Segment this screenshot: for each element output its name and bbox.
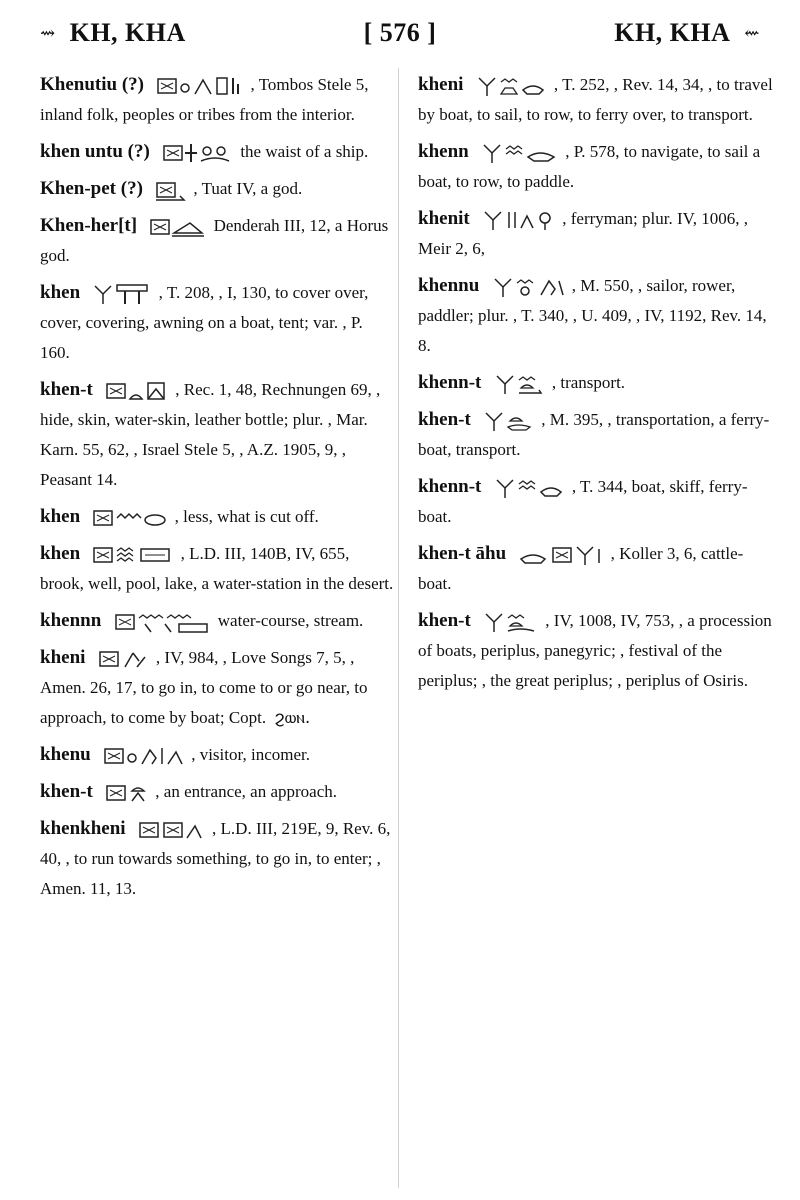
hieroglyph-group (493, 275, 565, 299)
dictionary-entry (40, 211, 395, 271)
hieroglyph-group (93, 506, 167, 530)
dictionary-entry (418, 368, 773, 398)
entry-definition: water-course, stream. (217, 611, 364, 630)
header-left-title: KH, KHA (69, 18, 186, 47)
column-divider (398, 68, 399, 1188)
hieroglyph-group (157, 74, 243, 98)
header-right-title: KH, KHA (614, 18, 731, 47)
hieroglyph-group (483, 208, 555, 232)
entry-definition: , IV, 1008, IV, 753, , a procession of boats, periplus, panegyric; , festival of the periplus; , the great periplus; , periplus of Osiris. (418, 611, 772, 690)
entry-definition: , L.D. III, 140B, IV, 655, brook, well, pool, lake, a water-station in the desert. (40, 544, 394, 593)
entry-headword: khennn (40, 610, 102, 631)
entry-definition: , M. 395, , transportation, a ferry-boat, transport. (418, 410, 770, 459)
dictionary-entry (418, 539, 773, 599)
entry-definition: , T. 252, , Rev. 14, 34, , to travel by boat, to sail, to row, to ferry over, to transport. (418, 75, 773, 124)
entry-headword: khen (40, 506, 81, 527)
page-number: [ 576 ] (363, 18, 437, 47)
dictionary-entry (40, 137, 395, 167)
dictionary-entry (40, 814, 395, 904)
dictionary-entry (40, 174, 395, 204)
hieroglyph-group (115, 610, 211, 634)
hieroglyph-group (99, 647, 149, 671)
entry-headword: khenu (40, 744, 91, 765)
entry-headword: Khenutiu (?) (40, 74, 144, 95)
entry-headword: khen-t (40, 781, 93, 802)
header-right (614, 18, 760, 48)
hieroglyph-group (106, 379, 168, 403)
entry-headword: khenn-t (418, 476, 482, 497)
entry-headword: khenn (418, 141, 469, 162)
dictionary-entry (40, 606, 395, 636)
entry-headword: khen-t (418, 409, 471, 430)
entry-headword: kheni (40, 647, 86, 668)
entry-headword: khen-t (418, 610, 471, 631)
entry-headword: Khen-her[t] (40, 215, 138, 236)
entry-definition: , T. 208, , I, 130, to cover over, cover, covering, awning on a boat, tent; var. , P. 160. (40, 283, 369, 362)
entry-definition: , ferryman; plur. IV, 1006, , Meir 2, 6, (418, 209, 748, 258)
header-left-arrow-icon: ⇝ (40, 22, 56, 43)
hieroglyph-group (484, 409, 534, 433)
hieroglyph-group (139, 818, 205, 842)
hieroglyph-group (519, 543, 603, 567)
entry-headword: khen (40, 543, 81, 564)
hieroglyph-group (93, 543, 173, 567)
header-left (40, 18, 186, 48)
dictionary-entry (40, 539, 395, 599)
entry-definition: , Koller 3, 6, cattle-boat. (418, 544, 744, 593)
dictionary-entry (40, 740, 395, 770)
entry-definition: , Rec. 1, 48, Rechnungen 69, , hide, skin, water-skin, leather bottle; plur. , Mar. Karn. 55, 62, , Israel Stele 5, , A.Z. 1905, 9, , Peasant 14. (40, 380, 381, 489)
entry-definition: , Tombos Stele 5, inland folk, peoples or tribes from the interior. (40, 75, 369, 124)
entry-definition: , L.D. III, 219E, 9, Rev. 6, 40, , to run towards something, to go in, to enter; , Amen. 11, 13. (40, 819, 391, 898)
dictionary-entry (40, 777, 395, 807)
dictionary-entry (40, 502, 395, 532)
entry-headword: kheni (418, 74, 464, 95)
entry-definition: , M. 550, , sailor, rower, paddler; plur. , T. 340, , U. 409, , IV, 1192, Rev. 14, 8. (418, 276, 767, 355)
entry-headword: khenkheni (40, 818, 126, 839)
hieroglyph-group (150, 215, 206, 239)
entry-headword: khenit (418, 208, 470, 229)
left-column (40, 70, 395, 911)
hieroglyph-group (495, 476, 565, 500)
dictionary-entry (40, 70, 395, 130)
page-header (40, 8, 760, 58)
entry-definition: , IV, 984, , Love Songs 7, 5, , Amen. 26, 17, to go in, to come to or go near, to approach, to come by boat; Copt. (40, 648, 368, 727)
entry-definition: , an entrance, an approach. (155, 782, 338, 801)
dictionary-entry (418, 70, 773, 130)
hieroglyph-group (495, 372, 545, 396)
dictionary-entry (40, 375, 395, 495)
right-column (418, 70, 773, 703)
dictionary-entry (418, 405, 773, 465)
entry-headword: khen (40, 282, 81, 303)
dictionary-entry (40, 643, 395, 733)
hieroglyph-group (104, 744, 184, 768)
entry-headword: khennu (418, 275, 480, 296)
entry-definition: , visitor, incomer. (191, 745, 310, 764)
entry-headword: khen untu (?) (40, 141, 150, 162)
entry-definition: , less, what is cut off. (174, 507, 319, 526)
hieroglyph-group (477, 74, 547, 98)
dictionary-entry (40, 278, 395, 368)
entry-headword: khenn-t (418, 372, 482, 393)
dictionary-entry (418, 606, 773, 696)
dictionary-entry (418, 271, 773, 361)
entry-definition: , Tuat IV, a god. (193, 179, 303, 198)
entry-definition: , transport. (551, 373, 626, 392)
entry-headword: khen-t āhu (418, 543, 507, 564)
entry-definition: , T. 344, boat, skiff, ferry-boat. (418, 477, 748, 526)
hieroglyph-group (93, 282, 151, 306)
hieroglyph-group (156, 178, 186, 202)
dictionary-entry (418, 137, 773, 197)
hieroglyph-group (484, 610, 538, 634)
hieroglyph-group (482, 141, 558, 165)
hieroglyph-group (106, 781, 148, 805)
entry-definition: the waist of a ship. (240, 142, 369, 161)
dictionary-entry (418, 204, 773, 264)
entry-headword: khen-t (40, 379, 93, 400)
entry-definition: Denderah III, 12, a Horus god. (40, 216, 389, 265)
coptic-word: ϩⲱⲛ. (274, 708, 311, 728)
entry-definition: , P. 578, to navigate, to sail a boat, to row, to paddle. (418, 142, 761, 191)
header-right-arrow-icon: ⇜ (744, 22, 760, 43)
dictionary-entry (418, 472, 773, 532)
entry-headword: Khen-pet (?) (40, 178, 143, 199)
hieroglyph-group (163, 141, 233, 165)
